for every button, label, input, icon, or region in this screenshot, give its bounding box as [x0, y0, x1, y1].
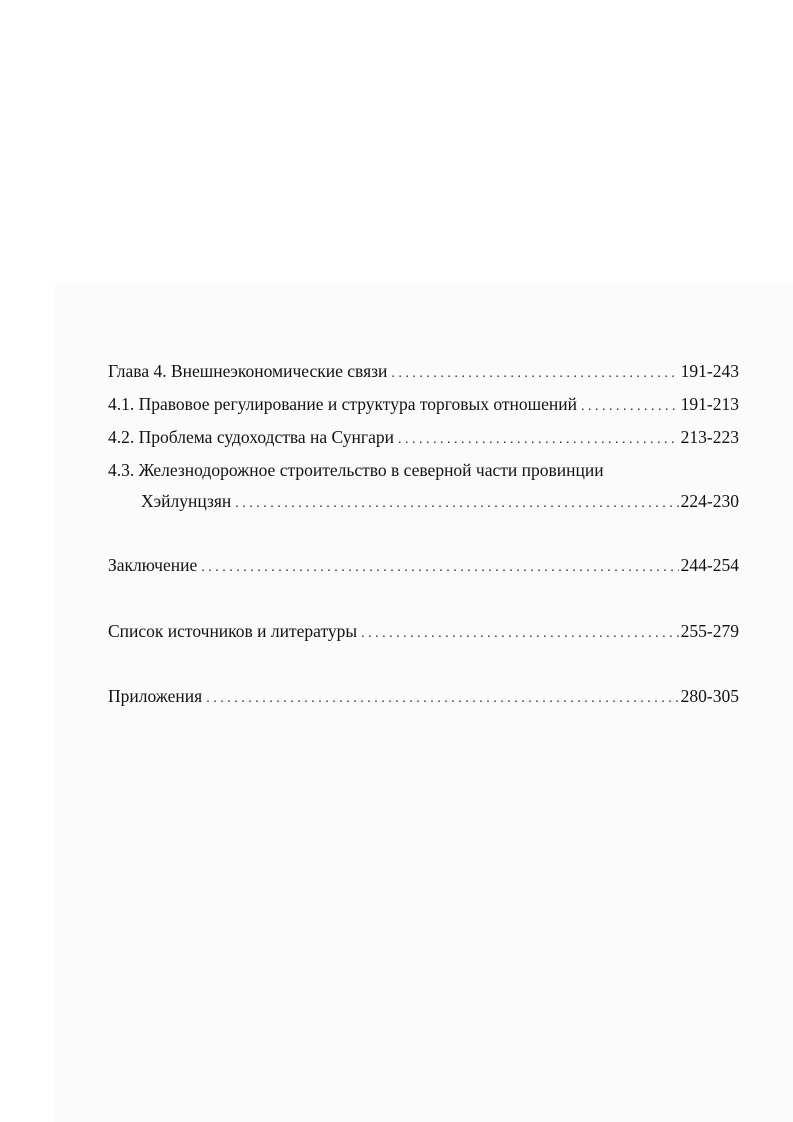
dot-leader — [391, 363, 678, 385]
toc-entry-appendix — [108, 685, 739, 710]
toc-entry-section-4-3-line-1: 4.3. Железнодорожное строительство в северной части провинции — [108, 460, 604, 480]
toc-entry-pages: 244-254 — [680, 555, 739, 575]
toc-entry-title: Заключение — [108, 555, 198, 575]
toc-entry-pages: 255-279 — [680, 621, 739, 641]
dot-leader — [361, 623, 679, 645]
toc-entry-title: 4.2. Проблема судоходства на Сунгари — [108, 427, 394, 447]
toc-entry-section-4-1 — [108, 393, 739, 418]
dot-leader — [581, 396, 679, 418]
toc-entry-title: 4.1. Правовое регулирование и структура торговых отношений — [108, 394, 578, 414]
toc-entry-sources — [108, 620, 739, 645]
toc-entry-section-4-3 — [141, 490, 739, 515]
toc-entry-section-4-2 — [108, 426, 739, 451]
toc-entry-pages: 224-230 — [680, 491, 739, 511]
toc-entry-pages: 191-213 — [680, 394, 739, 414]
dot-leader — [206, 688, 678, 710]
toc-entry-conclusion — [108, 554, 739, 579]
toc-entry-title: Хэйлунцзян — [141, 491, 232, 511]
dot-leader — [201, 557, 678, 579]
toc-entry-pages: 191-243 — [680, 361, 739, 381]
dot-leader — [235, 493, 678, 515]
toc-entry-title: Приложения — [108, 686, 203, 706]
toc-entry-title: Список источников и литературы — [108, 621, 358, 641]
toc-entry-pages: 213-223 — [680, 427, 739, 447]
toc-entry-title: Глава 4. Внешнеэкономические связи — [108, 361, 388, 381]
toc-entry-chapter-4 — [108, 360, 739, 385]
toc-entry-pages: 280-305 — [680, 686, 739, 706]
dot-leader — [398, 429, 679, 451]
